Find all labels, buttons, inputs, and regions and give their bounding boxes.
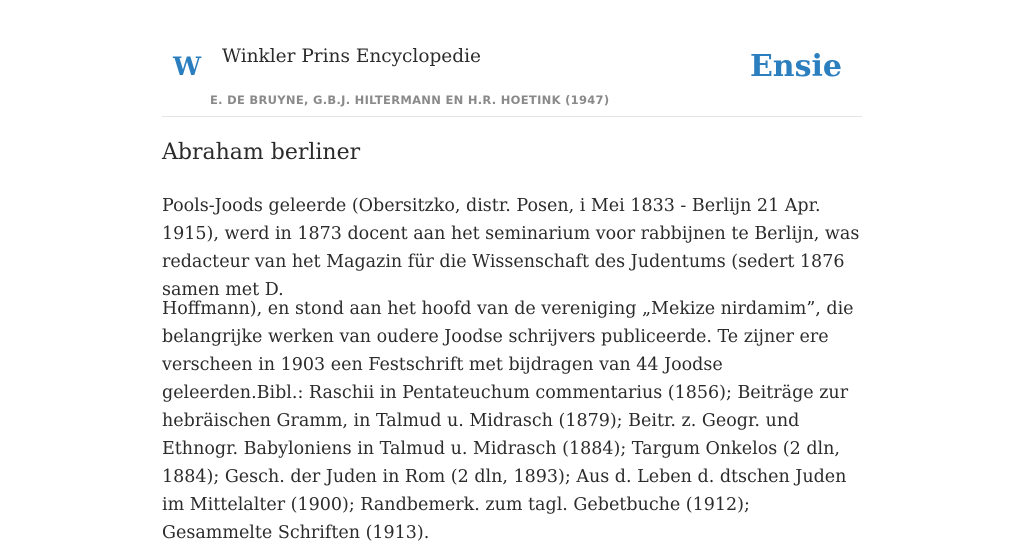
source-authors: E. DE BRUYNE, G.B.J. HILTERMANN EN H.R. HOETINK (1947) — [210, 93, 610, 107]
source-header — [162, 0, 862, 117]
article-title: Abraham berliner — [162, 140, 361, 165]
article-paragraph: Pools-Joods geleerde (Obersitzko, distr. Posen, i Mei 1833 - Berlijn 21 Apr. 1915), werd in 1873 docent aan het seminarium voor rabbijnen te Berlijn, was redacteur van het Magazin für die Wissenschaft des Judentums (sedert 1876 samen met D. — [162, 196, 860, 300]
source-title[interactable]: Winkler Prins Encyclopedie — [222, 46, 481, 67]
article-card — [162, 0, 862, 543]
ensie-brand-logo[interactable]: Ensie — [749, 49, 842, 84]
winkler-prins-logo[interactable]: W — [173, 52, 202, 81]
article-paragraph: Hoffmann), en stond aan het hoofd van de vereniging „Mekize nirdamim”, die belangrijke werken van oudere Joodse schrijvers publiceerde. Te zijner ere verscheen in 1903 een Festschrift met bijdragen van 44 Joodse geleerden.Bibl.: Raschii in Pentateuchum commentarius (1856); Beiträge zur hebräischen Gramm, in Talmud u. Midrasch (1879); Beitr. z. Geogr. und Ethnogr. Babyloniens in Talmud u. Midrasch (1884); Targum Onkelos (2 dln, 1884); Gesch. der Juden in Rom (2 dln, 1893); Aus d. Leben d. dtschen Juden im Mittelalter (1900); Randbemerk. zum tagl. Gebetbuche (1912); Gesammelte Schriften (1913). — [162, 299, 854, 543]
